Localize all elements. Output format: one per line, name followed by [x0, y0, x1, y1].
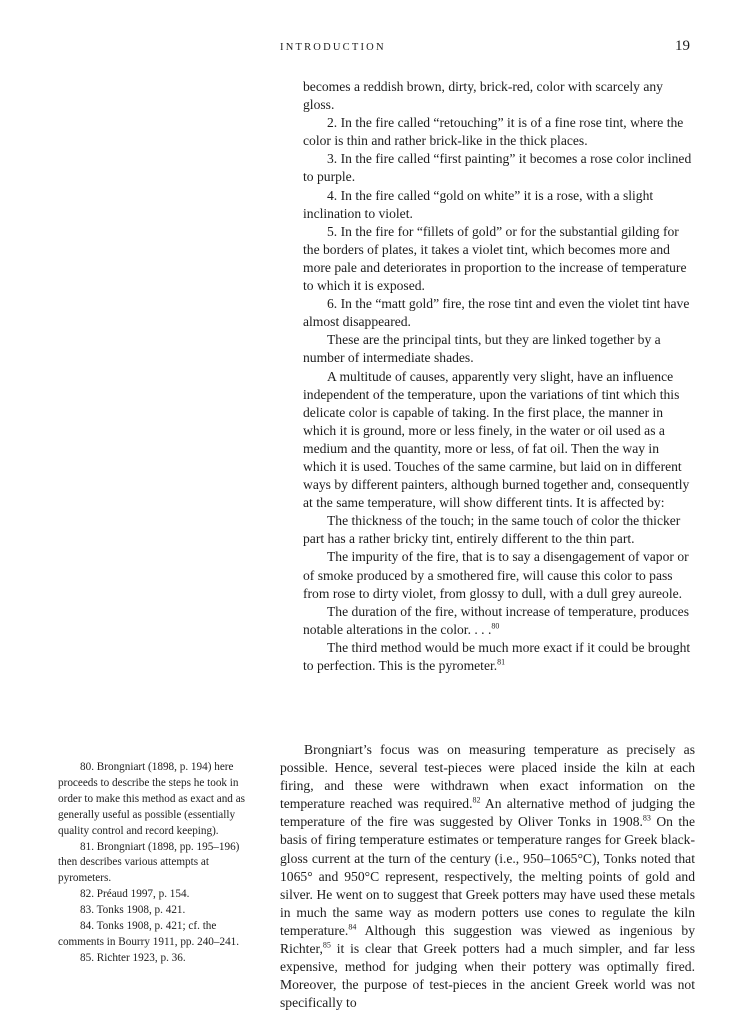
quote-text: The duration of the fire, without increase of temperature, produces notable alterations in the color. . . .	[303, 603, 689, 637]
quote-paragraph: The impurity of the fire, that is to say a disengagement of vapor or of smoke produced by a smothered fire, will cause this color to pass from rose to dirty violet, from glossy to dull, with a dull grey aureole.	[303, 549, 689, 601]
quote-paragraph: 3. In the fire called “first painting” it becomes a rose color inclined to purple.	[303, 151, 692, 185]
footnote-ref[interactable]: 80	[491, 621, 500, 631]
body-text-run: An alternative method of judging the temperature of the fire was suggested by Oliver Tonks in 1908.	[280, 796, 695, 830]
footnote: 81. Brongniart (1898, pp. 195–196) then describes various attempts at pyrometers.	[58, 840, 240, 885]
body-paragraph	[280, 741, 695, 1012]
footnote-ref[interactable]: 82	[472, 795, 481, 805]
header-title: INTRODUCTION	[280, 42, 386, 53]
body-text-run: Although this suggestion was viewed as ingenious by Richter,	[280, 922, 695, 957]
quote-paragraph: 6. In the “matt gold” fire, the rose tint and even the violet tint have almost disappeared.	[303, 296, 690, 330]
quote-paragraph: The thickness of the touch; in the same touch of color the thicker part has a rather bricky tint, entirely different to the thin part.	[303, 513, 681, 547]
main-text	[280, 741, 695, 1012]
quote-paragraph: 5. In the fire for “fillets of gold” or for the substantial gilding for the borders of plates, it takes a violet tint, which becomes more and more pale and deteriorates in proportion to the increase of temperature to which it is exposed.	[303, 223, 687, 294]
footnote-ref[interactable]: 83	[642, 813, 651, 823]
quote-paragraph: becomes a reddish brown, dirty, brick-red, color with scarcely any gloss.	[303, 79, 663, 113]
footnote: 83. Tonks 1908, p. 421.	[80, 904, 186, 917]
footnote: 85. Richter 1923, p. 36.	[80, 951, 186, 964]
footnotes	[58, 760, 258, 967]
footnote-ref[interactable]: 85	[322, 940, 331, 950]
quote-text: The third method would be much more exact if it could be brought to perfection. This is the pyrometer.	[303, 639, 691, 673]
page-number: 19	[675, 38, 690, 54]
quote-paragraph: These are the principal tints, but they are linked together by a number of intermediate shades.	[303, 332, 661, 366]
quote-paragraph: 4. In the fire called “gold on white” it is a rose, with a slight inclination to violet.	[303, 187, 654, 221]
quote-paragraph: A multitude of causes, apparently very slight, have an influence independent of the temperature, upon the variations of tint which this delicate color is capable of taking. In the first place, the manner in which it is ground, more or less finely, in the water or oil used as a medium and the quantity, more or less, of fat oil. Then the way in which it is used. Touches of the same carmine, but laid on in different ways by different painters, although burned together and, consequently at the same temperature, will show different tints. It is affected by:	[303, 368, 690, 511]
footnote-ref[interactable]: 81	[497, 657, 506, 667]
footnote-ref[interactable]: 84	[348, 922, 357, 932]
footnote: 82. Préaud 1997, p. 154.	[80, 888, 190, 901]
quote-paragraph	[303, 603, 695, 639]
quote-paragraph	[303, 639, 695, 675]
body-text-run: Brongniart’s focus was on measuring temperature as precisely as possible. Hence, several test-pieces were placed inside the kiln at each firing, and these were withdrawn when exact information on the temperature reached was required.	[280, 742, 695, 812]
body-text-run: it is clear that Greek potters had a much simpler, and far less expensive, method for judging when their pottery was optimally fired. Moreover, the purpose of test-pieces in the ancient Greek world was not specifically to	[280, 941, 695, 1011]
quoted-passage	[303, 78, 695, 675]
quote-paragraph: 2. In the fire called “retouching” it is of a fine rose tint, where the color is thin and rather brick-like in the thick places.	[303, 115, 684, 149]
body-text-run: On the basis of firing temperature estimates or temperature ranges for Greek black-gloss current at the turn of the century (i.e., 950–1065°C), Tonks noted that 1065° and 950°C represent, respectively, the melting points of gold and silver. He went on to suggest that Greek potters may have used these metals in much the same way as modern potters use cones to regulate the kiln temperature.	[280, 814, 695, 938]
footnote: 84. Tonks 1908, p. 421; cf. the comments in Bourry 1911, pp. 240–241.	[58, 920, 240, 948]
footnote: 80. Brongniart (1898, p. 194) here proceeds to describe the steps he took in order to make this method as exact and as generally useful as possible (essentially quality control and record keeping).	[58, 761, 246, 837]
